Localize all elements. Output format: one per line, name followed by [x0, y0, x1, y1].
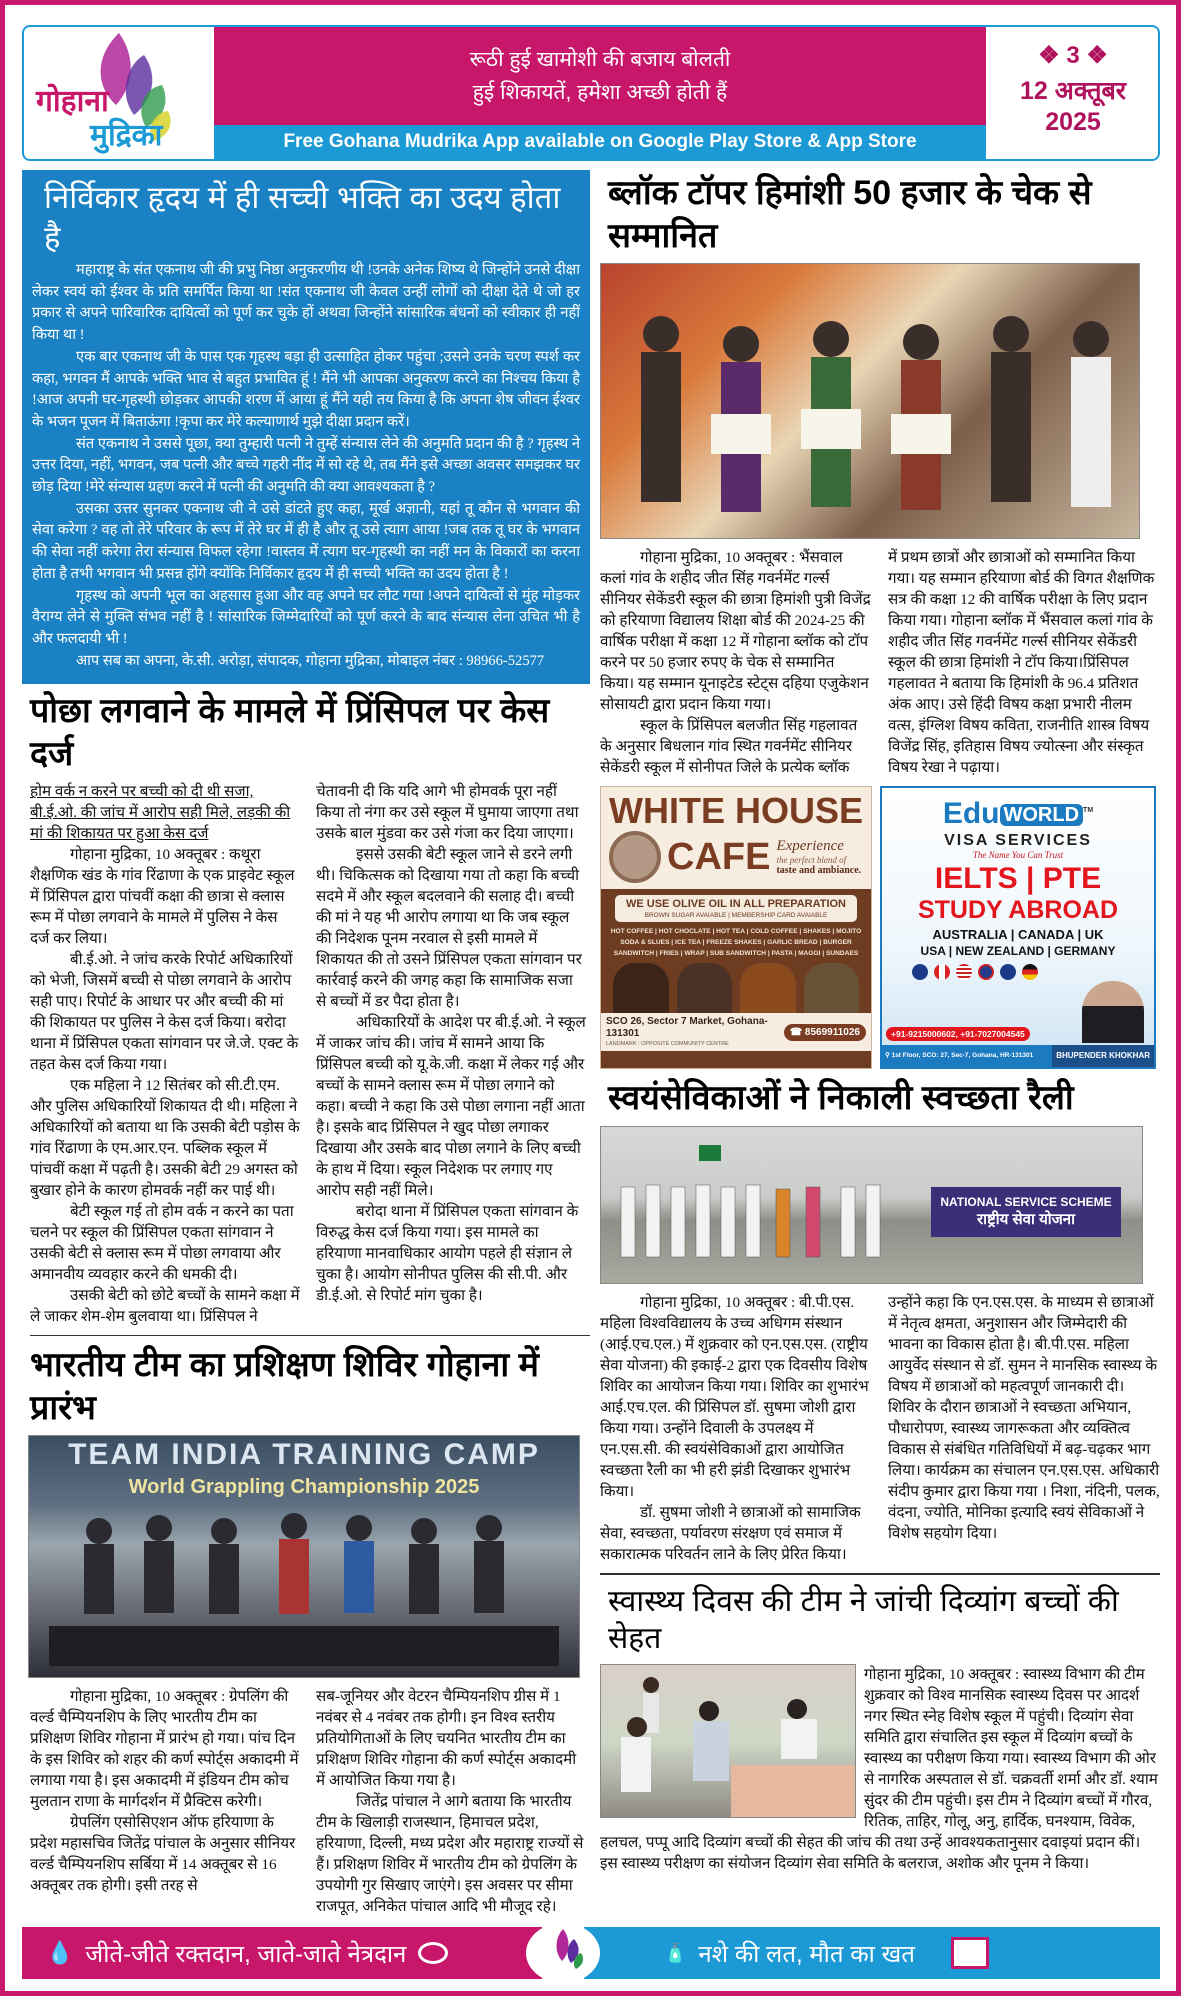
topper-paragraph: स्कूल के प्रिंसिपल बलजीत सिंह गहलावत के अनुसार बिधलान गांव स्थित गवर्नमेंट सीनियर सेकेंडरी स्कूल में सोनीपत जिले के प्रत्येक ब्लॉक: [600, 717, 858, 776]
rally-columns: [600, 1284, 1160, 1565]
rally-paragraph: डॉ. सुषमा जोशी ने छात्राओं को सामाजिक सेवा, स्वच्छता, पर्यावरण संरक्षण एवं समाज में सकारात्मक परिवर्तन लाने के लिए प्रेरित किया।: [600, 1503, 861, 1563]
cafe-title-1: WHITE HOUSE: [609, 790, 864, 831]
shake-photo: [677, 963, 733, 1013]
eduworld-address-text: 1st Floor, SCO: 27, Sec-7, Gohana, HR-131301: [891, 1052, 1034, 1059]
eduworld-brand-1: Edu: [942, 797, 1000, 830]
award-ceremony-photo: [600, 263, 1140, 539]
training-paragraph: ग्रेपलिंग एसोसिएशन ऑफ हरियाणा के प्रदेश महासचिव जितेंद्र पांचाल के अनुसार सीनियर वर्ल्ड चैम्पियनशिप सर्बिया में 14 अक्तूबर से 16 अक्तूबर तक होगी। इसी तरह से: [30, 1814, 296, 1895]
cafe-phone-number: 8569911026: [804, 1026, 860, 1038]
training-column-2: [316, 1686, 586, 1917]
pocha-paragraph: चेतावनी दी कि यदि आगे भी होमवर्क पूरा नहीं किया तो नंगा कर उसे स्कूल में घुमाया जाएगा तथा उसके बाल मुंडवा कर उसे गंजा कर दिया जाएगा।: [316, 783, 579, 843]
footer-banner: [22, 1927, 1160, 1979]
bottle-icon: 🧴: [664, 1942, 687, 1963]
cafe-coffee-cup-icon: [609, 831, 661, 883]
training-paragraph: जितेंद्र पांचाल ने आगे बताया कि भारतीय टीम के खिलाड़ी राजस्थान, हिमाचल प्रदेश, हरियाणा, दिल्ली, मध्य प्रदेश और महाराष्ट्र राज्यों से हैं। प्रशिक्षण शिविर में भारतीय टीम को ग्रेपलिंग के उपयोगी गुर सिखाए जाएंगे। इस अवसर पर सीमा राजपूत, अनिकेत पांचाल आदि भी मौजूद रहे।: [316, 1793, 584, 1916]
issue-date-day: 12 अक्तूबर: [1019, 77, 1126, 105]
health-body: [600, 1664, 1160, 1874]
eduworld-brand-2: WORLD: [1000, 804, 1084, 826]
masthead: [22, 25, 1160, 161]
cafe-olive-box: [615, 895, 857, 922]
eduworld-sub: VISA SERVICES: [944, 832, 1092, 850]
svg-text:गोहाना: गोहाना: [36, 84, 109, 119]
countries-line-2: USA | NEW ZEALAND | GERMANY: [920, 944, 1116, 959]
editorial-title: निर्विकार हृदय में ही सच्ची भक्ति का उदय होता है: [44, 180, 561, 255]
issue-info: [986, 27, 1160, 159]
lotus-logo-icon: [24, 27, 214, 159]
athletes-group-illustration: [29, 1436, 580, 1678]
pocha-columns: [22, 781, 590, 1327]
cafe-landmark: LANDMARK : OPPOSITE COMMUNITY CENTRE: [606, 1041, 729, 1047]
editorial-paragraph: एक बार एकनाथ जी के पास एक गृहस्थ बड़ा ही उत्साहित होकर पहुंचा ;उसने उनके चरण स्पर्श कर कहा, भगवन मैं आपके भक्ति भाव से बहुत प्रभावित हूं ! मैंने भी आपका अनुकरण करने का निश्चय किया है !आज अपनी घर-गृहस्थी छोड़कर आपकी शरण में आया हूं मैंने यही तय किया है कि अपना शेष जीवन ईश्वर के भजन पूजन में बिताऊंगा !कृपा कर मेरे कल्याणार्थ मुझे दीक्षा प्रदान करें।: [32, 348, 580, 430]
issue-date-year: 2025: [1045, 108, 1101, 136]
footer-logo: [526, 1923, 600, 1983]
training-headline: भारतीय टीम का प्रशिक्षण शिविर गोहाना में प्रारंभ: [30, 1346, 539, 1427]
page-number: ❖ 3 ❖: [1038, 42, 1108, 69]
footer-right: [584, 1927, 1160, 1979]
letter-icon: [951, 1937, 989, 1969]
rally-paragraph: गोहाना मुद्रिका, 10 अक्तूबर : बी.पी.एस. महिला विश्वविद्यालय के उच्च अधिगम संस्थान (आई.एच.एल.) में शुक्रवार को एन.एस.एस. (राष्ट्रीय सेवा योजना) की इकाई-2 द्वारा एक दिवसीय विशेष शिविर का आयोजन किया गया। शिविर का शुभारंभ आई.एच.एल. की प्रिंसिपल डॉ. सुषमा जोशी द्वारा किया गया। उन्होंने दिवाली के उपलक्ष्य में एन.एस.सी. की स्वयंसेविकाओं द्वारा आयोजित स्वच्छता रैली का भी हरी झंडी दिखाकर शुभारंभ किया।: [600, 1293, 869, 1500]
cafe-menu-line: HOT COFFEE | HOT CHOCLATE | HOT TEA | COLD COFFEE | SHAKES | MOJITO: [610, 928, 862, 935]
issue-date: [986, 76, 1160, 138]
cafe-olive-text: WE USE OLIVE OIL IN ALL PREPARATION: [625, 898, 847, 910]
australia-flag-icon: [912, 964, 928, 980]
pocha-subhead: होम वर्क न करने पर बच्ची को दी थी सजा, बी.ई.ओ. की जांच में आरोप सही मिले, लड़की की मां की शिकायत पर हुआ केस दर्ज: [30, 783, 291, 843]
eduworld-slogan: The Name You Can Trust: [972, 850, 1064, 861]
tagline-line-2: हुई शिकायतें, हमेशा अच्छी होती हैं: [472, 81, 728, 104]
editorial-article: [22, 170, 590, 684]
footer-left: [22, 1927, 542, 1979]
training-column-1: [30, 1686, 300, 1917]
cafe-footer: [601, 1013, 871, 1051]
health-headline: स्वास्थ्य दिवस की टीम ने जांची दिव्यांग बच्चों की सेहत: [608, 1584, 1119, 1655]
nss-banner: [931, 1187, 1121, 1237]
flag-icon: [699, 1145, 721, 1161]
editorial-paragraph: उसका उत्तर सुनकर एकनाथ जी ने उसे डांटते हुए कहा, मूर्ख अज्ञानी, यहां तू कौन से भगवान की सेवा करेगा ? वह तो तेरे परिवार के रूप में तेरे घर में ही है और तू उसे त्याग आया !जब तक तू घर के भगवान की सेवा नहीं करेगा तेरा संन्यास विफल रहेगा !वास्तव में त्याग घर-गृहस्थी का नहीं मन के विकारों का करना होता है तभी भगवान भी प्रसन्न होंगे क्योंकि निर्विकार हृदय में ही सच्ची भक्ति का उदय होता है !: [32, 500, 580, 582]
rally-headline: स्वयंसेविकाओं ने निकाली स्वच्छता रैली: [608, 1079, 1074, 1117]
eduworld-logo: [882, 794, 1154, 832]
lotus-logo-icon: [526, 1923, 600, 1983]
pocha-paragraph: बेटी स्कूल गई तो होम वर्क न करने का पता चलने पर स्कूल की प्रिंसिपल एकता सांगवान ने उसकी बेटी से क्लास रूम में पोछा लगवाया और अमानवीय व्यवहार करने की धमकी दी।: [30, 1203, 294, 1284]
cafe-tagline-3: taste and ambiance.: [776, 865, 862, 876]
doctors-examining-children-illustration: [601, 1665, 856, 1818]
cafe-tagline: [776, 838, 861, 876]
pocha-paragraph: बी.ई.ओ. ने जांच करके रिपोर्ट अधिकारियों को भेजी, जिसमें बच्ची से पोछा लगवाने के आरोप सही पाए। रिपोर्ट के आधार पर और बच्ची की मां की शिकायत पर पुलिस ने केस दर्ज किया। बरोदा थाना में प्रिंसिपल एकता सांगवान पर जे.जे. एक्ट के तहत केस दर्ज किया गया।: [30, 951, 299, 1074]
ielts-pte: IELTS | PTE: [934, 862, 1102, 896]
pocha-paragraph: इससे उसकी बेटी स्कूल जाने से डरने लगी थी। चिकित्सक को दिखाया गया तो कहा कि बच्ची सदमे में और स्कूल बदलवाने की सलाह दी। बच्ची की मां ने यह भी आरोप लगाया था कि जब स्कूल की निदेशक पूनम नरवाल से इसी मामले में शिकायत की तो उसने प्रिंसिपल एकता सांगवान पर कार्रवाई करने की जगह कहा कि सामाजिक सजा से बच्चों में डर पैदा होता है।: [316, 846, 582, 1011]
training-camp-photo: [28, 1435, 580, 1678]
app-banner[interactable]: Free Gohana Mudrika App available on Google Play Store & App Store: [214, 125, 986, 159]
tagline-line-1: रूठी हुई खामोशी की बजाय बोलती: [469, 48, 731, 71]
anti-drug-slogan: नशे की लत, मौत का खत: [698, 1940, 915, 1968]
cafe-phone[interactable]: ☎ 8569911026: [784, 1024, 866, 1041]
cafe-menu-line: SODA & SLUES | ICE TEA | FREEZE SHAKES | GARLIC BREAD | BURGER: [620, 939, 852, 946]
flags: [912, 964, 1154, 980]
svg-text:मुद्रिका: मुद्रिका: [90, 118, 163, 153]
pocha-column-2: [316, 781, 586, 1327]
editorial-paragraph: महाराष्ट्र के संत एकनाथ जी की प्रभु निष्ठा अनुकरणीय थी !उनके अनेक शिष्य थे जिन्होंने उनसे दीक्षा लेकर स्वयं को ईश्वर के प्रति समर्पित किया था !संत एकनाथ जी केवल उन्हीं लोगों को दीक्षा देते थे जो हर प्रकार से अपने पारिवारिक दायित्वों को पूर्ण कर चुके हों अथवा जिन्होंने सांसारिक बंधनों को स्वीकार ही नहीं किया था !: [32, 262, 580, 344]
cafe-tagline-2: the perfect blend of: [776, 855, 847, 865]
right-column: [600, 170, 1160, 1917]
germany-flag-icon: [1022, 964, 1038, 980]
award-recipients-illustration: [601, 264, 1140, 539]
trademark: TM: [1083, 807, 1094, 814]
white-house-cafe-ad[interactable]: [600, 786, 872, 1069]
coffee-photo: [613, 963, 669, 1013]
topper-columns: [600, 539, 1160, 778]
photo-subbanner-text: World Grappling Championship 2025: [128, 1476, 480, 1499]
divider: [600, 1573, 1160, 1575]
pocha-paragraph: एक महिला ने 12 सितंबर को सी.टी.एम. और पुलिस अधिकारियों शिकायत दी थी। महिला ने अधिकारियों को बताया था कि उसकी बेटी पड़ोस के गांव रिंढाणा के एम.आर.एन. पब्लिक स्कूल में पांचवीं कक्षा में पढ़ती है। उसकी बेटी 29 अगस्त को बुखार होने के कारण होमवर्क नहीं कर पाई थी।: [30, 1077, 300, 1200]
uk-flag-icon: [978, 964, 994, 980]
training-columns: [22, 1678, 590, 1917]
editorial-paragraph: गृहस्थ को अपनी भूल का अहसास हुआ और वह अपने घर लौट गया !अपने दायित्वों से मुंह मोड़कर वैराग्य लेने से मुक्ति संभव नहीं है ! सांसारिक जिम्मेदारियों को पूर्ण करने के बाद संन्यास लेना उचित भी है और फलदायी भी !: [32, 587, 580, 647]
cafe-tagline-1: Experience: [776, 838, 844, 854]
health-checkup-photo: [600, 1664, 856, 1818]
editorial-paragraph: संत एकनाथ ने उससे पूछा, क्या तुम्हारी पत्नी ने तुम्हें संन्यास लेने की अनुमति प्रदान की है ? गृहस्थ ने उत्तर दिया, नहीं, भगवन, जब पत्नी और बच्चे गहरी नींद में सो रहे थे, तब मैंने इसे अच्छा अवसर समझकर घर छोड़ दिया !मेरे संन्यास ग्रहण करने में पत्नी की अनुमति की क्या आवश्यकता है ?: [32, 435, 580, 496]
pocha-paragraph: बरोदा थाना में प्रिंसिपल एकता सांगवान के विरुद्ध केस दर्ज किया गया। इस मामले का हरियाणा मानवाधिकार आयोग पहले ही संज्ञान ले चुका है। आयोग सोनीपत पुलिस की सी.पी. और डी.ई.ओ. से रिपोर्ट मांग चुका है।: [316, 1203, 579, 1305]
left-column: [22, 170, 590, 1917]
ads-row: [600, 786, 1160, 1069]
pocha-headline: पोछा लगवाने के मामले में प्रिंसिपल पर केस दर्ज: [30, 692, 550, 773]
burger-photo: [740, 963, 796, 1013]
cafe-address: SCO 26, Sector 7 Market, Gohana-131301: [606, 1016, 768, 1039]
cafe-top: [601, 787, 871, 889]
divider: [30, 1335, 590, 1336]
eduworld-phones[interactable]: +91-9215000602, +91-7027004545: [886, 1027, 1030, 1041]
main-content: [22, 170, 1160, 1917]
advisor-name: BHUPENDER KHOKHAR: [1052, 1045, 1154, 1067]
rally-column-1: [600, 1292, 872, 1565]
tagline-band: [214, 27, 986, 125]
training-paragraph: गोहाना मुद्रिका, 10 अक्तूबर : ग्रेपलिंग की वर्ल्ड चैम्पियनशिप के लिए भारतीय टीम का प्रशिक्षण शिविर गोहाना में प्रारंभ हो गया। पांच दिन के इस शिविर को शहर की कर्ण स्पोर्ट्स अकादमी में लगाया गया है। इस अकादमी में इंडियन टीम कोच मुलतान राणा के मार्गदर्शन में प्रैक्टिस करेगी।: [30, 1688, 299, 1811]
training-paragraph: सब-जूनियर और वेटरन चैम्पियनशिप ग्रीस में 1 नवंबर से 4 नवंबर तक होगी। इन विश्व स्तरीय प्रतियोगिताओं के लिए चयनित भारतीय टीम का प्रशिक्षण शिविर गोहाना की कर्ण स्पोर्ट्स अकादमी में आयोजित किया गया है।: [316, 1688, 577, 1790]
countries-line-1: AUSTRALIA | CANADA | UK: [932, 927, 1104, 943]
cafe-food-photos: [613, 963, 859, 1013]
cafe-extras-text: BROWN SUGAR AVAIABLE | MEMBERSHIP CARD AVAIABLE: [644, 912, 828, 919]
eduworld-visa-ad[interactable]: [880, 786, 1156, 1069]
cafe-menu: [601, 922, 871, 959]
health-paragraph: गोहाना मुद्रिका, 10 अक्तूबर : स्वास्थ्य विभाग की टीम शुक्रवार को विश्व मानसिक स्वास्थ्य दिवस पर आदर्श नगर स्थित स्नेह विशेष स्कूल में पहुंची। दिव्यांग सेवा समिति द्वारा संचालित इस स्कूल में दिव्यांग बच्चों के स्वास्थ्य का परीक्षण किया गया। स्वास्थ्य विभाग की ओर से नागरिक अस्पताल से डॉ. चक्रवर्ती शर्मा और डॉ. श्याम सुंदर की टीम पहुंची। इस टीम ने दिव्यांग बच्चों में गौरव, रितिक, ताहिर, गोलू, अनु, हार्दिक, घनश्याम, विवेक, हलचल, पप्पू आदि दिव्यांग बच्चों की सेहत की जांच की तथा उन्हें आवश्यकतानुसार दवाइयां प्रदान कीं। इस स्वास्थ्य परीक्षण का संयोजन दिव्यांग सेवा समिति के बलराज, अशोक और पूनम ने किया।: [600, 1665, 1158, 1872]
rally-column-2: [888, 1292, 1160, 1565]
cafe-menu-line: SANDWITCH | FRIES | WRAP | SUB SANDWITCH | PASTA | MAGGI | SUNDAES: [613, 950, 859, 957]
new-zealand-flag-icon: [1000, 964, 1016, 980]
editorial-signature: आप सब का अपना, के.सी. अरोड़ा, संपादक, गोहाना मुद्रिका, मोबाइल नंबर : 98966-52577: [76, 652, 545, 669]
photo-banner-text: TEAM INDIA TRAINING CAMP: [68, 1438, 540, 1472]
eduworld-bottom-bar: [882, 1045, 1154, 1067]
advisor-photo: [1082, 981, 1144, 1043]
eduworld-address: ⚲ 1st Floor, SCO: 27, Sec-7, Gohana, HR-131301: [882, 1045, 1052, 1067]
usa-flag-icon: [956, 964, 972, 980]
pocha-paragraph: गोहाना मुद्रिका, 10 अक्तूबर : कथूरा शैक्षणिक खंड के गांव रिंढाणा के एक प्राइवेट स्कूल में प्रिंसिपल द्वारा पांचवीं कक्षा की छात्रा से क्लास रूम में पोछा लगवाने के मामले में पुलिस ने केस दर्ज कर लिया।: [30, 846, 295, 948]
blood-drop-icon: 💧: [46, 1940, 74, 1966]
nss-rally-photo: [600, 1126, 1143, 1284]
blood-eye-donation-slogan: जीते-जीते रक्तदान, जाते-जाते नेत्रदान: [85, 1940, 407, 1968]
eye-icon: [418, 1942, 448, 1964]
topper-column-1: [600, 547, 872, 778]
nss-banner-hindi: राष्ट्रीय सेवा योजना: [977, 1210, 1075, 1228]
cafe-title-2: CAFE: [667, 836, 771, 878]
topper-column-2: [888, 547, 1160, 778]
nss-banner-english: NATIONAL SERVICE SCHEME: [940, 1194, 1112, 1209]
topper-paragraph: में प्रथम छात्रों और छात्राओं को सम्मानित किया गया। यह सम्मान हरियाणा बोर्ड की विगत शैक्षणिक सत्र की कक्षा 12 की वार्षिक परीक्षा के लिए प्रदान किया गया। गोहाना ब्लॉक में भैंसवाल कलां गांव के शहीद जीत सिंह गवर्नमेंट गर्ल्स सीनियर सेकेंडरी स्कूल की छात्रा हिमांशी ने टॉप किया।प्रिंसिपल गहलावत ने बताया कि हिमांशी के 96.4 प्रतिशत अंक आए। उसे हिंदी विषय कक्षा प्रभारी नीलम वत्स, इंग्लिश विषय कविता, राजनीति शास्त्र विषय विजेंद्र सिंह, इतिहास विषय ज्योत्स्ना और संस्कृत विषय रेखा ने पढ़ाया।: [888, 549, 1155, 776]
cafe-title-row: [609, 831, 863, 883]
gohana-mudrika-logo: [24, 27, 214, 159]
study-abroad: STUDY ABROAD: [917, 896, 1118, 925]
wrap-photo: [804, 963, 860, 1013]
pocha-paragraph: अधिकारियों के आदेश पर बी.ई.ओ. ने स्कूल में जाकर जांच की। जांच में सामने आया कि प्रिंसिपल बच्ची को यू.के.जी. कक्षा में लेकर गई और बच्चों के सामने क्लास रूम में पोछा लगाने को कहा। बच्ची ने कहा कि उसे पोछा लगाना नहीं आता है। इसके बाद प्रिंसिपल ने खुद पोछा लगाकर दिखाया और उसके बाद पोछा लगाने के लिए बच्ची के हाथ में दिया। स्कूल निदेशक पर लगाए गए आरोप सही नहीं मिले।: [316, 1014, 586, 1200]
rally-paragraph: उन्होंने कहा कि एन.एस.एस. के माध्यम से छात्राओं में नेतृत्व क्षमता, अनुशासन और जिम्मेदारी की भावना का विकास होता है। बी.पी.एस. महिला आयुर्वेद संस्थान से डॉ. सुमन ने मानसिक स्वास्थ्य के विषय में छात्राओं को महत्वपूर्ण जानकारी दी। शिविर के दौरान छात्राओं ने स्वच्छता अभियान, पौधारोपण, स्वास्थ्य जागरूकता और व्यक्तित्व विकास से संबंधित गतिविधियों में बढ़-चढ़कर भाग लिया। कार्यक्रम का संचालन एन.एस.एस. अधिकारी संदीप कुमार द्वारा किया गया । निशा, नंदिनी, पलक, वंदना, ज्योति, मोनिका इत्यादि स्वयं सेविकाओं ने विशेष सहयोग दिया।: [888, 1293, 1160, 1542]
canada-flag-icon: [934, 964, 950, 980]
pocha-column-1: [30, 781, 300, 1327]
cafe-address-block: [606, 1016, 780, 1048]
pocha-paragraph: उसकी बेटी को छोटे बच्चों के सामने कक्षा में ले जाकर शेम-शेम बुलवाया था। प्रिंसिपल ने: [30, 1287, 300, 1326]
topper-headline: ब्लॉक टॉपर हिमांशी 50 हजार के चेक से सम्मानित: [608, 174, 1092, 255]
topper-paragraph: गोहाना मुद्रिका, 10 अक्तूबर : भैंसवाल कलां गांव के शहीद जीत सिंह गवर्नमेंट गर्ल्स सीनियर सेकेंडरी स्कूल की छात्रा हिमांशी पुत्री विजेंद्र को हरियाणा विद्यालय शिक्षा बोर्ड की 2024-25 की वार्षिक परीक्षा में कक्षा 12 में गोहाना ब्लॉक को टॉप करने पर 50 हजार रुपए के चेक से सम्मानित किया। यह सम्मान यूनाइटेड स्टेट्स दहिया एजुकेशन सोसायटी द्वारा प्रदान किया गया।: [600, 549, 871, 713]
